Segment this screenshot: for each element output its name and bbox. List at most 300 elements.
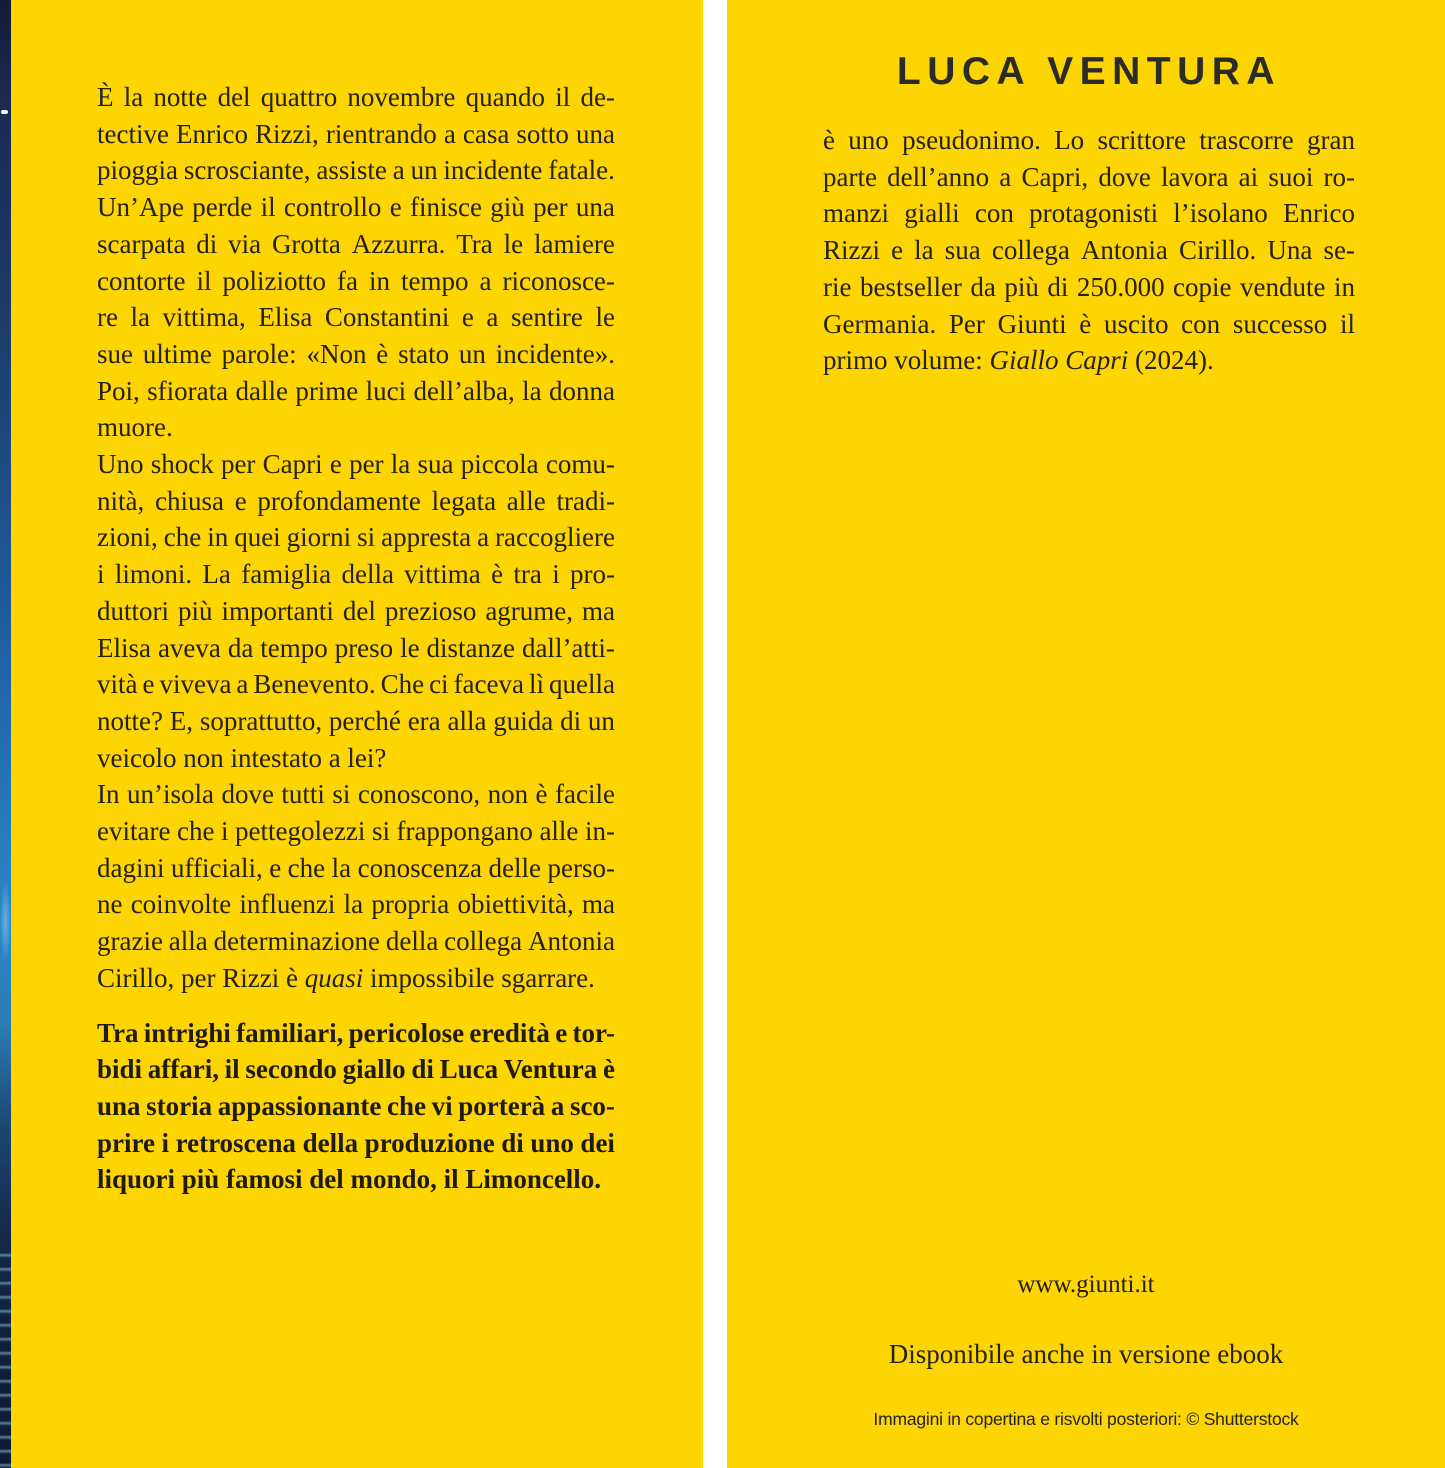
word: in <box>207 522 229 553</box>
word: e <box>389 192 402 223</box>
word: il <box>260 192 276 223</box>
word: e <box>461 302 474 333</box>
word: la <box>390 449 411 480</box>
word: vendute <box>1239 271 1326 302</box>
word: sotto <box>516 118 569 149</box>
word: e <box>234 485 247 516</box>
word: a <box>479 265 492 296</box>
paragraph-4-justified-lines <box>97 1015 615 1162</box>
word: di <box>411 1054 434 1085</box>
text-line <box>97 1088 615 1125</box>
word: di <box>196 228 218 259</box>
word: un <box>458 338 486 369</box>
word: non <box>487 779 529 810</box>
word: prime <box>295 375 359 406</box>
word: da <box>227 632 254 663</box>
word: chiusa <box>154 485 224 516</box>
text-segment: Cirillo, per Rizzi è <box>97 962 305 993</box>
word: soprattutto, <box>199 705 323 736</box>
word: shock <box>150 449 214 480</box>
word: È <box>97 82 114 112</box>
image-credits-line: Immagini in copertina e risvolti posteriori: © Shutterstock <box>873 1409 1299 1429</box>
word: di <box>1047 271 1069 302</box>
word: si <box>357 522 376 553</box>
word: intrighi <box>143 1017 231 1048</box>
word: agrume, <box>485 595 574 626</box>
word: perso- <box>547 852 615 883</box>
word: della <box>341 559 394 590</box>
word: evitare <box>97 816 171 847</box>
author-bio-block <box>823 122 1355 379</box>
word: affari, <box>147 1054 219 1085</box>
word: distanze <box>426 632 516 663</box>
word: Lo <box>1054 125 1085 155</box>
word: E, <box>169 705 194 736</box>
word: uscito <box>1103 308 1169 339</box>
word: incidente». <box>495 338 615 369</box>
word: ma <box>582 595 615 626</box>
word: fa <box>336 265 358 296</box>
word: una <box>575 192 615 223</box>
text-line <box>97 813 615 850</box>
word: Azzurra. <box>351 228 446 259</box>
synopsis-paragraph-3 <box>97 776 615 996</box>
word: vittima <box>404 559 481 590</box>
word: riconosce- <box>502 265 615 296</box>
word: alla <box>447 705 487 736</box>
word: a <box>486 302 499 333</box>
word: dove <box>1098 161 1151 192</box>
word: scrosciante, <box>183 155 311 186</box>
word: e <box>555 1017 568 1048</box>
word: giorni <box>286 522 352 553</box>
word: una <box>97 1090 141 1121</box>
cover-photo-edge <box>0 0 11 1468</box>
word: suoi <box>1268 161 1314 192</box>
word: parole: <box>221 338 297 369</box>
text-line <box>97 116 615 153</box>
word: controllo <box>283 192 382 223</box>
word: dove <box>221 779 274 810</box>
text-line <box>823 159 1355 196</box>
word: perde <box>192 192 253 223</box>
word: sentire <box>510 302 583 333</box>
word: i <box>552 559 560 590</box>
word: la <box>914 235 934 266</box>
word: a <box>999 161 1012 192</box>
word: fatale. <box>548 155 615 186</box>
italic-word: quasi <box>304 962 364 993</box>
text-line <box>823 269 1355 306</box>
word: un <box>410 155 438 186</box>
word: limoni. <box>114 559 193 590</box>
word: pseudonimo. <box>902 125 1041 155</box>
text-line <box>97 299 615 336</box>
word: Constantini <box>324 302 450 333</box>
word: Ventura <box>503 1054 598 1085</box>
word: tempo <box>400 265 469 296</box>
text-line: muore. <box>97 412 173 443</box>
text-line <box>97 630 615 667</box>
word: se- <box>1323 235 1355 266</box>
word: Antonia <box>1080 235 1168 266</box>
word: l’isolano <box>1173 198 1268 229</box>
word: tective <box>97 118 169 149</box>
word: tor- <box>572 1017 615 1048</box>
synopsis-paragraph-2 <box>97 446 615 776</box>
word: poliziotto <box>222 265 326 296</box>
word: tempo <box>260 632 328 663</box>
word: propria <box>371 889 450 920</box>
word: Tra <box>97 1017 139 1048</box>
word: i <box>161 1127 170 1158</box>
word: alla <box>168 926 208 957</box>
word: e <box>142 669 155 700</box>
word: parte <box>823 161 877 192</box>
cover-edge-water-reflections <box>0 1253 11 1468</box>
word: Cirillo. <box>1179 235 1257 266</box>
word: la <box>331 852 352 883</box>
word: comu- <box>545 449 615 480</box>
word: scrittore <box>1097 125 1186 155</box>
word: la <box>130 302 151 333</box>
word: dagini <box>97 852 165 883</box>
word: protagonisti <box>1029 198 1159 229</box>
text-segment: (2024). <box>1128 345 1214 376</box>
word: è <box>535 779 548 810</box>
word: successo <box>1232 308 1328 339</box>
word: profondamente <box>257 485 421 516</box>
text-line <box>97 373 615 410</box>
word: rie <box>823 271 852 302</box>
word: ufficiali, <box>170 852 263 883</box>
text-line <box>97 226 615 263</box>
word: quei <box>234 522 281 553</box>
word: porterà <box>458 1090 546 1121</box>
word: vi <box>431 1090 453 1121</box>
word: rientrando <box>325 118 437 149</box>
word: Benevento. <box>253 669 376 700</box>
text-line <box>97 79 615 116</box>
word: a <box>236 669 249 700</box>
word: a <box>550 1090 565 1121</box>
paragraph-1-justified-lines <box>97 79 615 409</box>
text-line <box>97 703 615 740</box>
word: Antonia <box>527 926 615 957</box>
word: delle <box>488 852 541 883</box>
word: Elisa <box>97 632 151 663</box>
word: novembre <box>347 82 456 112</box>
word: in <box>1333 271 1355 302</box>
word: dalle <box>235 375 288 406</box>
word: di <box>501 1127 524 1158</box>
italic-book-title: Giallo Capri <box>989 345 1129 376</box>
word: a <box>392 155 405 186</box>
word: la <box>123 82 144 112</box>
word: e <box>269 852 282 883</box>
text-line <box>97 1125 615 1162</box>
word: per <box>533 192 568 223</box>
word: della <box>385 926 439 957</box>
word: per <box>349 449 384 480</box>
word: Enrico <box>176 118 248 149</box>
word: alle <box>539 816 579 847</box>
word: le <box>400 632 420 663</box>
word: finisce <box>410 192 482 223</box>
word: sco- <box>569 1090 615 1121</box>
word: più <box>177 595 213 626</box>
word: uno <box>848 125 889 155</box>
word: del <box>217 82 251 112</box>
word: notte? <box>97 705 163 736</box>
word: secondo <box>245 1054 337 1085</box>
word: trascorre <box>1199 125 1294 155</box>
word: da <box>970 271 996 302</box>
word: sua <box>417 449 454 480</box>
word: e <box>891 235 904 266</box>
word: assiste <box>316 155 387 186</box>
word: ultime <box>142 338 212 369</box>
word: è <box>1079 308 1092 339</box>
word: Germania. <box>823 308 937 339</box>
text-line <box>97 960 615 997</box>
word: e <box>329 449 342 480</box>
word: preso <box>334 632 394 663</box>
word: della <box>302 1127 359 1158</box>
word: Luca <box>439 1054 499 1085</box>
text-line <box>823 195 1355 232</box>
word: dell’alba, <box>413 375 515 406</box>
text-segment: impossibile sgarrare. <box>363 962 595 993</box>
word: dall’atti- <box>521 632 615 663</box>
word: nità, <box>97 485 145 516</box>
word: eredità <box>469 1017 550 1048</box>
word: Poi, <box>97 375 140 406</box>
text-line: liquori più famosi del mondo, il Limoncello. <box>97 1164 602 1195</box>
text-line <box>97 263 615 300</box>
word: che <box>386 1090 426 1121</box>
ebook-availability-note: Disponibile anche in versione ebook <box>888 1339 1284 1369</box>
word: Una <box>1267 235 1313 266</box>
word: un’isola <box>126 779 214 810</box>
word: giù <box>490 192 525 223</box>
word: è <box>823 125 835 155</box>
word: storia <box>146 1090 213 1121</box>
word: a <box>477 522 490 553</box>
word: donna <box>548 375 615 406</box>
word: collega <box>444 926 523 957</box>
word: Tra <box>456 228 493 259</box>
word: tra <box>513 559 542 590</box>
word: manzi <box>823 198 889 229</box>
word: giallo <box>342 1054 406 1085</box>
paragraph-2-justified-lines <box>97 446 615 740</box>
word: piccola <box>460 449 539 480</box>
word: In <box>97 779 120 810</box>
text-line <box>97 593 615 630</box>
text-line <box>97 776 615 813</box>
word: casa <box>462 118 510 149</box>
word: per <box>220 449 256 480</box>
word: vità <box>97 669 138 700</box>
text-line <box>823 342 1355 379</box>
word: si <box>371 816 390 847</box>
text-line <box>97 923 615 960</box>
synopsis-paragraph-1 <box>97 79 615 446</box>
word: pettegolezzi <box>234 816 366 847</box>
author-name-heading: LUCA VENTURA <box>896 50 1282 93</box>
word: familiari, <box>236 1017 344 1048</box>
word: coinvolte <box>130 889 232 920</box>
word: stato <box>398 338 450 369</box>
word: tradi- <box>556 485 615 516</box>
text-line <box>823 306 1355 343</box>
word: contorte <box>97 265 186 296</box>
text-line <box>97 189 615 226</box>
word: vittima, <box>162 302 246 333</box>
word: raccogliere <box>495 522 615 553</box>
word: viveva <box>159 669 232 700</box>
word: incidente <box>443 155 543 186</box>
word: a <box>443 118 456 149</box>
word: faceva <box>453 669 524 700</box>
text-line <box>823 232 1355 269</box>
word: i <box>97 559 105 590</box>
word: quando <box>465 82 546 112</box>
text-line <box>823 122 1355 159</box>
word: il <box>224 1054 240 1085</box>
word: gran <box>1307 125 1355 155</box>
word: bidi <box>97 1054 143 1085</box>
word: è <box>603 1054 615 1085</box>
word: lavora <box>1161 161 1229 192</box>
word: una <box>575 118 615 149</box>
word: famiglia <box>241 559 332 590</box>
text-line <box>97 483 615 520</box>
word: conoscenza <box>357 852 483 883</box>
word: perché <box>328 705 401 736</box>
word: duttori <box>97 595 169 626</box>
word: Uno <box>97 449 144 480</box>
word: Elisa <box>258 302 313 333</box>
word: tutti <box>281 779 325 810</box>
word: Capri <box>262 449 323 480</box>
word: i <box>220 816 229 847</box>
word: più <box>1004 271 1039 302</box>
word: di <box>560 705 582 736</box>
word: re <box>97 302 118 333</box>
word: ne <box>97 889 123 920</box>
word: dell’anno <box>887 161 990 192</box>
word: con <box>974 198 1014 229</box>
word: Giunti <box>997 308 1067 339</box>
word: ro- <box>1323 161 1355 192</box>
word: luci <box>365 375 407 406</box>
back-flap-panel <box>727 0 1445 1468</box>
text-line <box>97 446 615 483</box>
word: è <box>491 559 504 590</box>
word: «Non <box>306 338 367 369</box>
word: Che <box>380 669 425 700</box>
word: influenzi <box>239 889 336 920</box>
word: che <box>176 816 215 847</box>
text-line <box>97 886 615 923</box>
word: gialli <box>904 198 960 229</box>
word: via <box>228 228 262 259</box>
word: lamiere <box>533 228 615 259</box>
word: ai <box>1238 161 1259 192</box>
word: è <box>376 338 389 369</box>
text-line <box>97 336 615 373</box>
word: pioggia <box>97 155 178 186</box>
publisher-website: www.giunti.it <box>1017 1271 1155 1298</box>
word: ma <box>581 889 615 920</box>
synopsis-paragraph-4-bold <box>97 1015 615 1199</box>
word: legata <box>431 485 497 516</box>
word: in- <box>584 816 615 847</box>
word: Grotta <box>271 228 341 259</box>
word: bestseller <box>859 271 962 302</box>
word: lì <box>528 669 544 700</box>
word: 250.000 <box>1076 271 1165 302</box>
word: copie <box>1173 271 1232 302</box>
text-line <box>97 666 615 703</box>
word: il <box>1339 308 1355 339</box>
word: produzione <box>364 1127 495 1158</box>
word: Un’Ape <box>97 192 184 223</box>
word: appassionante <box>217 1090 382 1121</box>
word: il <box>555 82 571 112</box>
word: la <box>343 889 364 920</box>
word: zioni, <box>97 522 158 553</box>
synopsis-text-block <box>97 79 615 1198</box>
word: aveva <box>157 632 221 663</box>
word: conoscono, <box>357 779 481 810</box>
word: ci <box>429 669 449 700</box>
text-line <box>97 850 615 887</box>
word: Capri, <box>1021 161 1089 192</box>
word: La <box>202 559 231 590</box>
word: prezioso <box>384 595 477 626</box>
word: frappongano <box>396 816 533 847</box>
word: notte <box>153 82 208 112</box>
bio-justified-lines <box>823 122 1355 342</box>
word: del <box>342 595 376 626</box>
cover-edge-white-speck <box>1 110 8 114</box>
text-line <box>97 556 615 593</box>
word: sfiorata <box>147 375 229 406</box>
word: collega <box>991 235 1070 266</box>
word: si <box>332 779 351 810</box>
text-line <box>97 1015 615 1052</box>
word: in <box>368 265 390 296</box>
word: un <box>587 705 615 736</box>
word: quattro <box>260 82 338 112</box>
word: dei <box>580 1127 615 1158</box>
text-line <box>97 1051 615 1088</box>
word: pro- <box>570 559 615 590</box>
text-segment: primo volume: <box>823 345 990 376</box>
text-line <box>97 152 615 189</box>
word: le <box>503 228 524 259</box>
word: sua <box>944 235 981 266</box>
word: grazie <box>97 926 163 957</box>
word: scarpata <box>97 228 186 259</box>
front-flap-panel <box>11 0 703 1468</box>
word: de- <box>580 82 615 112</box>
word: prire <box>97 1127 155 1158</box>
word: facile <box>554 779 615 810</box>
